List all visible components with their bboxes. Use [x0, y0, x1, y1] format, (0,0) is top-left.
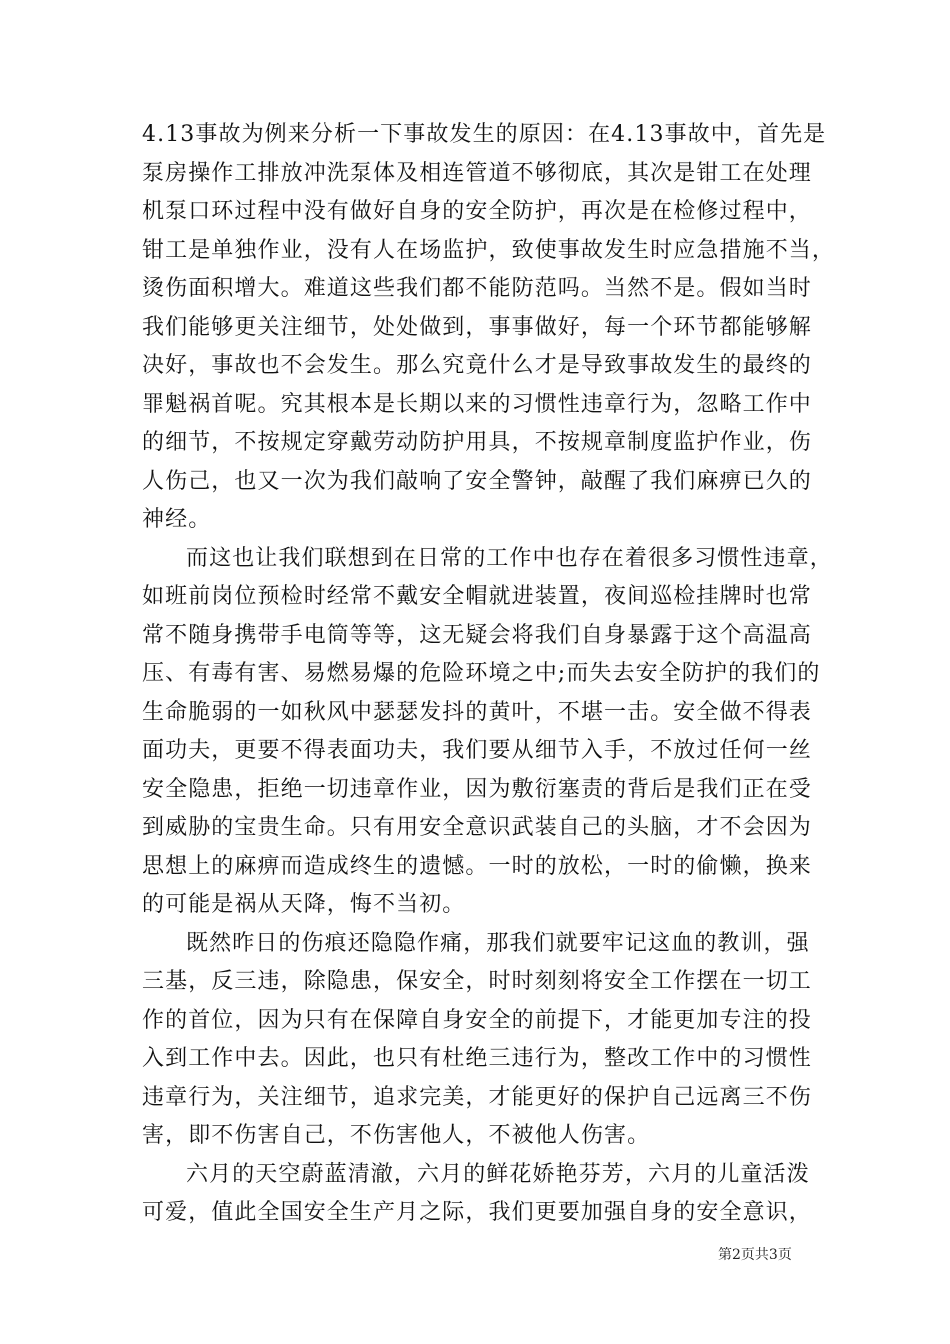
text-line: 违章行为，关注细节，追求完美，才能更好的保护自己远离三不伤	[142, 1084, 812, 1110]
text-line: 而这也让我们联想到在日常的工作中也存在着很多习惯性违章，	[186, 545, 833, 571]
page-footer	[718, 1246, 792, 1264]
text-line: 可爱，值此全国安全生产月之际，我们更要加强自身的安全意识，	[142, 1200, 812, 1225]
text-line: 4.13事故为例来分析一下事故发生的原因：在4.13事故中，首先是	[142, 122, 827, 147]
text-line: 入到工作中去。因此，也只有杜绝三违行为，整改工作中的习惯性	[142, 1046, 812, 1071]
body-text	[142, 116, 836, 1233]
text-line: 到威胁的宝贵生命。只有用安全意识武装自己的头脑，才不会因为	[142, 815, 812, 840]
text-line: 我们能够更关注细节，处处做到，事事做好，每一个环节都能够解	[142, 314, 812, 340]
text-line: 人伤己，也又一次为我们敲响了安全警钟，敲醒了我们麻痹已久的	[142, 468, 812, 494]
text-line: 罪魁祸首呢。究其根本是长期以来的习惯性违章行为，忽略工作中	[142, 391, 812, 417]
text-line: 害，即不伤害自己，不伤害他人，不被他人伤害。	[142, 1123, 651, 1148]
text-line: 决好，事故也不会发生。那么究竟什么才是导致事故发生的最终的	[142, 353, 812, 378]
text-line: 神经。	[142, 507, 212, 532]
text-line: 思想上的麻痹而造成终生的遗憾。一时的放松，一时的偷懒，换来	[142, 853, 812, 879]
text-line: 泵房操作工排放冲洗泵体及相连管道不够彻底，其次是钳工在处理	[142, 160, 812, 186]
text-line: 既然昨日的伤痕还隐隐作痛，那我们就要牢记这血的教训，强	[186, 930, 810, 956]
text-line: 六月的天空蔚蓝清澈，六月的鲜花娇艳芬芳，六月的儿童活泼	[186, 1161, 810, 1187]
text-line: 作的首位，因为只有在保障自身安全的前提下，才能更加专注的投	[142, 1007, 812, 1033]
text-line: 安全隐患，拒绝一切违章作业，因为敷衍塞责的背后是我们正在受	[142, 776, 812, 802]
text-line: 三基，反三违，除隐患，保安全，时时刻刻将安全工作摆在一切工	[142, 969, 812, 994]
text-line: 的可能是祸从天降，悔不当初。	[142, 892, 466, 917]
text-line: 钳工是单独作业，没有人在场监护，致使事故发生时应急措施不当，	[142, 237, 836, 263]
page-number-label: 第2页共3页	[718, 1247, 792, 1263]
text-line: 烫伤面积增大。难道这些我们都不能防范吗。当然不是。假如当时	[142, 276, 812, 301]
text-line: 压、有毒有害、易燃易爆的危险环境之中;而失去安全防护的我们的	[142, 661, 821, 686]
text-line: 机泵口环过程中没有做好自身的安全防护，再次是在检修过程中，	[142, 199, 812, 224]
text-line: 生命脆弱的一如秋风中瑟瑟发抖的黄叶，不堪一击。安全做不得表	[142, 699, 812, 725]
text-line: 如班前岗位预检时经常不戴安全帽就进装置，夜间巡检挂牌时也常	[142, 584, 812, 609]
text-line: 面功夫，更要不得表面功夫，我们要从细节入手，不放过任何一丝	[142, 738, 812, 763]
text-line: 的细节，不按规定穿戴劳动防护用具，不按规章制度监护作业，伤	[142, 430, 812, 455]
text-line: 常不随身携带手电筒等等，这无疑会将我们自身暴露于这个高温高	[142, 622, 812, 648]
